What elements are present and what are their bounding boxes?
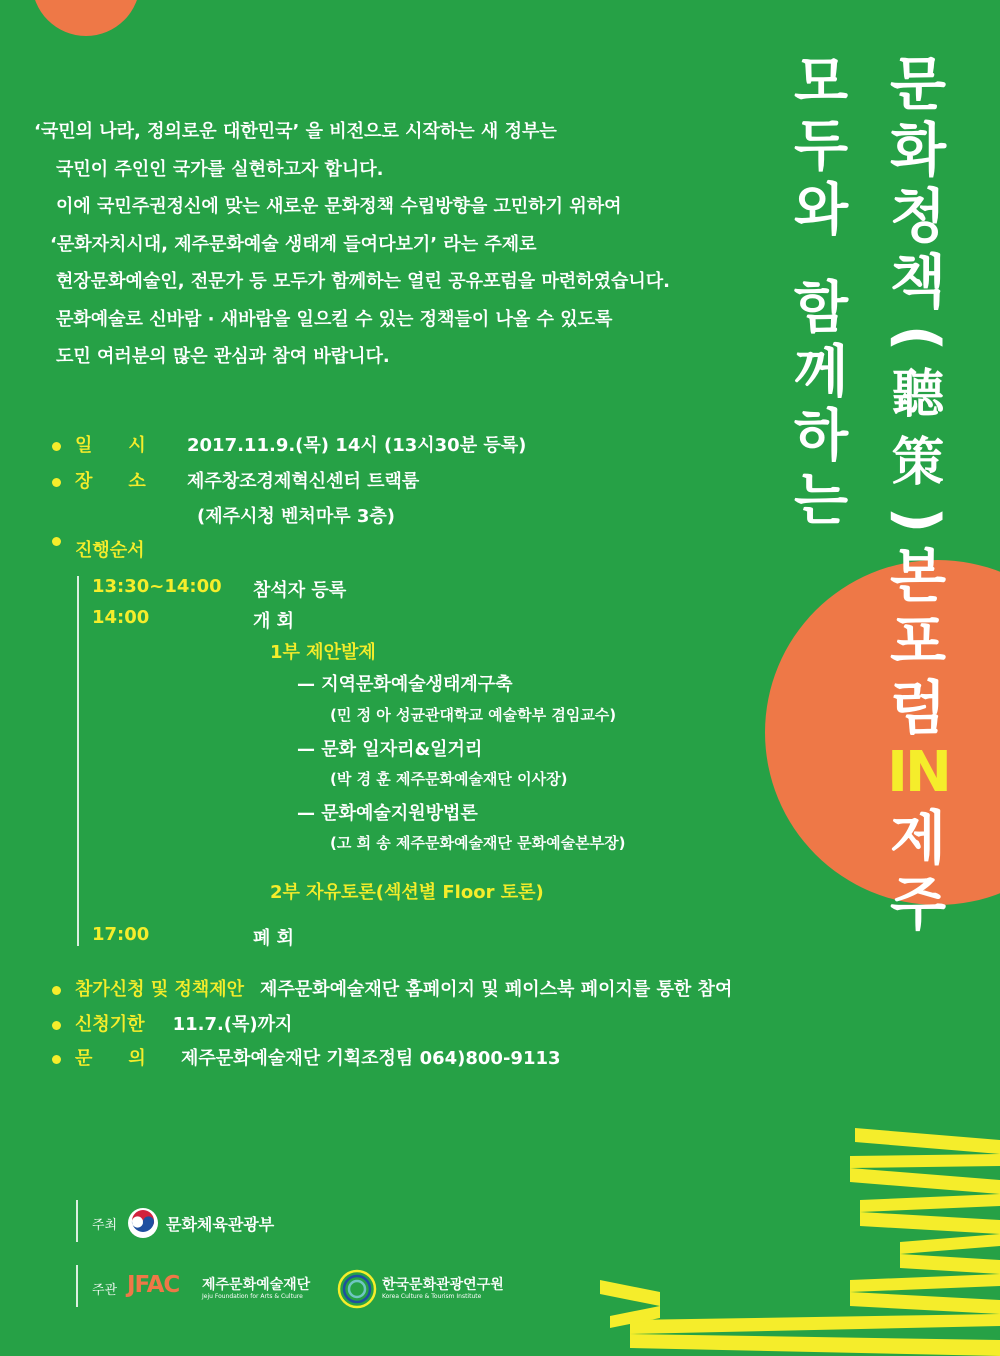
program-item-speaker: (고 희 송 제주문화예술재단 문화예술본부장) [330, 834, 626, 852]
program-part2: 2부 자유토론(섹션별 Floor 토론) [270, 882, 544, 903]
contact-value: 제주문화예술재단 기획조정팀 064)800-9113 [181, 1048, 561, 1069]
jfac-sub: Jeju Foundation for Arts & Culture [202, 1293, 303, 1300]
contact-label: 문 의 [75, 1048, 146, 1069]
bullet-icon [52, 478, 61, 487]
subtitle-char: 께 [793, 340, 849, 405]
title-char: 포 [889, 608, 947, 676]
date-value: 2017.11.9.(목) 14시 (13시30분 등록) [187, 435, 527, 456]
title-char: 문 [889, 50, 947, 118]
kcti-sub: Korea Culture & Tourism Institute [382, 1293, 482, 1300]
bullet-icon [52, 986, 61, 995]
footer-divider [76, 1200, 78, 1242]
program-time: 17:00 [92, 924, 150, 945]
title-in: IN [887, 740, 949, 805]
jfac-logo: JFAC [127, 1272, 180, 1298]
title-char: 주 [889, 870, 947, 938]
title-paren-close: ) [883, 506, 952, 534]
kcti-name: 한국문화관광연구원 [382, 1277, 504, 1293]
place-sub: (제주시청 벤처마루 3층) [197, 506, 396, 527]
bullet-icon [52, 537, 61, 546]
title-hanja: 策 [891, 433, 944, 493]
program-row [52, 536, 145, 562]
contact-row [52, 1044, 561, 1070]
program-desc: 개 회 [253, 611, 295, 632]
decorative-circle-top [32, 0, 140, 36]
subtitle-char: 는 [793, 468, 849, 533]
bullet-icon [52, 442, 61, 451]
program-part1: 1부 제안발제 [270, 642, 376, 663]
program-item-title: — 지역문화예술생태계구축 [297, 674, 513, 695]
date-label: 일 시 [75, 435, 146, 456]
intro-line: 현장문화예술인, 전문가 등 모두가 함께하는 열린 공유포럼을 마련하였습니다. [56, 271, 670, 292]
subtitle-char: 하 [793, 404, 849, 469]
apply-label: 참가신청 및 정책제안 [75, 979, 245, 1000]
title-char: 럼 [889, 674, 947, 742]
apply-row [52, 975, 732, 1001]
title-char: 청 [889, 182, 947, 250]
intro-line: ‘문화자치시대, 제주문화예술 생태계 들여다보기’ 라는 주제로 [50, 233, 537, 255]
title-char: 본 [889, 542, 947, 610]
place-row [52, 467, 419, 493]
footer-divider [76, 1265, 78, 1307]
program-item-speaker: (박 경 훈 제주문화예술재단 이사장) [330, 770, 568, 788]
deadline-value: 11.7.(목)까지 [172, 1014, 293, 1035]
title-hanja: 聽 [891, 365, 944, 425]
date-row [52, 431, 526, 457]
kcti-logo-icon [335, 1268, 379, 1310]
subtitle-char: 두 [793, 114, 849, 179]
poster-title [868, 50, 968, 941]
org-label: 주관 [92, 1283, 118, 1298]
intro-line: ‘국민의 나라, 정의로운 대한민국’ 을 비전으로 시작하는 새 정부는 [34, 121, 557, 142]
title-char: 제 [889, 804, 947, 872]
zigzag-graphic [600, 1120, 1000, 1356]
intro-text [34, 113, 800, 376]
place-label: 장 소 [75, 471, 146, 492]
title-char: 책 [889, 248, 947, 316]
program-item-title: — 문화 일자리&일거리 [297, 739, 483, 760]
program-time: 14:00 [92, 607, 150, 628]
title-char: 화 [889, 116, 947, 184]
host-label: 주최 [92, 1218, 118, 1233]
subtitle-char: 모 [793, 50, 849, 115]
program-item-title: — 문화예술지원방법론 [297, 803, 478, 824]
subtitle-char: 와 [793, 178, 849, 243]
program-label: 진행순서 [75, 540, 145, 561]
program-desc: 참석자 등록 [253, 580, 347, 601]
title-paren-open: ( [883, 324, 952, 352]
intro-line: 도민 여러분의 많은 관심과 참여 바랍니다. [56, 346, 390, 367]
deadline-row [52, 1010, 292, 1036]
program-desc: 폐 회 [253, 928, 295, 949]
subtitle-char: 함 [793, 276, 849, 341]
bullet-icon [52, 1055, 61, 1064]
program-time: 13:30~14:00 [92, 576, 222, 597]
intro-line: 국민이 주인인 국가를 실현하고자 합니다. [56, 158, 384, 180]
host-name: 문화체육관광부 [166, 1215, 275, 1234]
program-divider [77, 576, 79, 946]
bullet-icon [52, 1021, 61, 1030]
jfac-name: 제주문화예술재단 [202, 1277, 311, 1293]
intro-line: 문화예술로 신바람 · 새바람을 일으킬 수 있는 정책들이 나올 수 있도록 [56, 308, 613, 330]
intro-line: 이에 국민주권정신에 맞는 새로운 문화정책 수립방향을 고민하기 위하여 [56, 196, 622, 217]
program-item-speaker: (민 정 아 성균관대학교 예술학부 겸임교수) [330, 706, 617, 724]
deadline-label: 신청기한 [75, 1014, 145, 1035]
taegeuk-logo-icon [127, 1207, 159, 1239]
apply-value: 제주문화예술재단 홈페이지 및 페이스북 페이지를 통한 참여 [260, 979, 733, 1000]
place-value: 제주창조경제혁신센터 트랙룸 [187, 471, 420, 492]
